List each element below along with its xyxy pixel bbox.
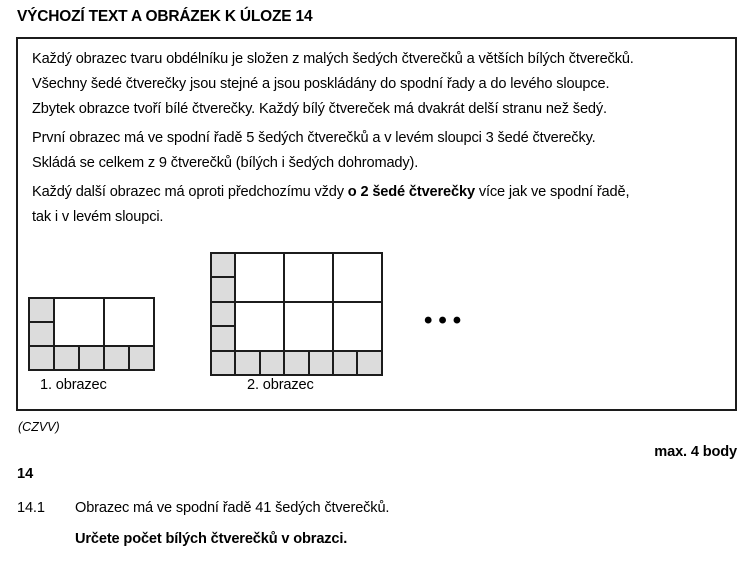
gray-square — [30, 323, 53, 345]
paragraph-3-emphasis: o 2 šedé čtverečky — [347, 184, 475, 200]
figures-area — [18, 39, 735, 409]
white-square — [285, 303, 332, 350]
stimulus-box — [16, 37, 737, 411]
figure-1-diagram — [28, 297, 155, 371]
gray-square — [212, 278, 234, 300]
gray-square — [212, 327, 234, 349]
gray-square — [285, 352, 307, 374]
paragraph-1-line-3: Zbytek obrazce tvoří bílé čtverečky. Každý bílý čtvereček má dvakrát delší stranu než šedý. — [32, 101, 607, 117]
gray-square — [212, 352, 234, 374]
gray-square — [130, 347, 153, 369]
paragraph-1-line-1: Každý obrazec tvaru obdélníku je složen z malých šedých čtverečků a větších bílých čtverečků. — [32, 51, 634, 67]
figure-2-caption: 2. obrazec — [247, 377, 314, 393]
white-square — [334, 254, 381, 301]
page-title: VÝCHOZÍ TEXT A OBRÁZEK K ÚLOZE 14 — [17, 8, 313, 25]
white-square — [285, 254, 332, 301]
question-text: Obrazec má ve spodní řadě 41 šedých čtverečků. — [75, 500, 390, 516]
gray-square — [30, 347, 53, 369]
task-number: 14 — [17, 466, 34, 482]
gray-square — [212, 254, 234, 276]
paragraph-3-prefix: Každý další obrazec má oproti předchozímu vždy — [32, 184, 348, 200]
figure-2-diagram — [210, 252, 383, 376]
question-instruction: Určete počet bílých čtverečků v obrazci. — [75, 531, 348, 547]
figure-1-caption: 1. obrazec — [40, 377, 107, 393]
gray-square — [30, 299, 53, 321]
white-square — [334, 303, 381, 350]
ellipsis-icon: ••• — [424, 307, 468, 334]
white-square — [105, 299, 153, 345]
white-square — [236, 254, 283, 301]
gray-square — [358, 352, 380, 374]
paragraph-2-line-1: První obrazec má ve spodní řadě 5 šedých čtverečků a v levém sloupci 3 šedé čtverečky. — [32, 130, 596, 146]
source-credit: (CZVV) — [18, 420, 60, 434]
paragraph-1-line-2: Všechny šedé čtverečky jsou stejné a jsou poskládány do spodní řady a do levého sloupce. — [32, 76, 610, 92]
gray-square — [334, 352, 356, 374]
gray-square — [310, 352, 332, 374]
white-square — [55, 299, 103, 345]
gray-square — [236, 352, 258, 374]
paragraph-3-suffix: více jak ve spodní řadě, — [474, 184, 630, 200]
question-number: 14.1 — [17, 500, 45, 516]
max-points-label: max. 4 body — [654, 444, 737, 460]
gray-square — [105, 347, 128, 369]
gray-square — [80, 347, 103, 369]
gray-square — [212, 303, 234, 325]
gray-square — [55, 347, 78, 369]
paragraph-3-line-2: tak i v levém sloupci. — [32, 209, 164, 225]
gray-square — [261, 352, 283, 374]
paragraph-2-line-2: Skládá se celkem z 9 čtverečků (bílých i šedých dohromady). — [32, 155, 419, 171]
white-square — [236, 303, 283, 350]
